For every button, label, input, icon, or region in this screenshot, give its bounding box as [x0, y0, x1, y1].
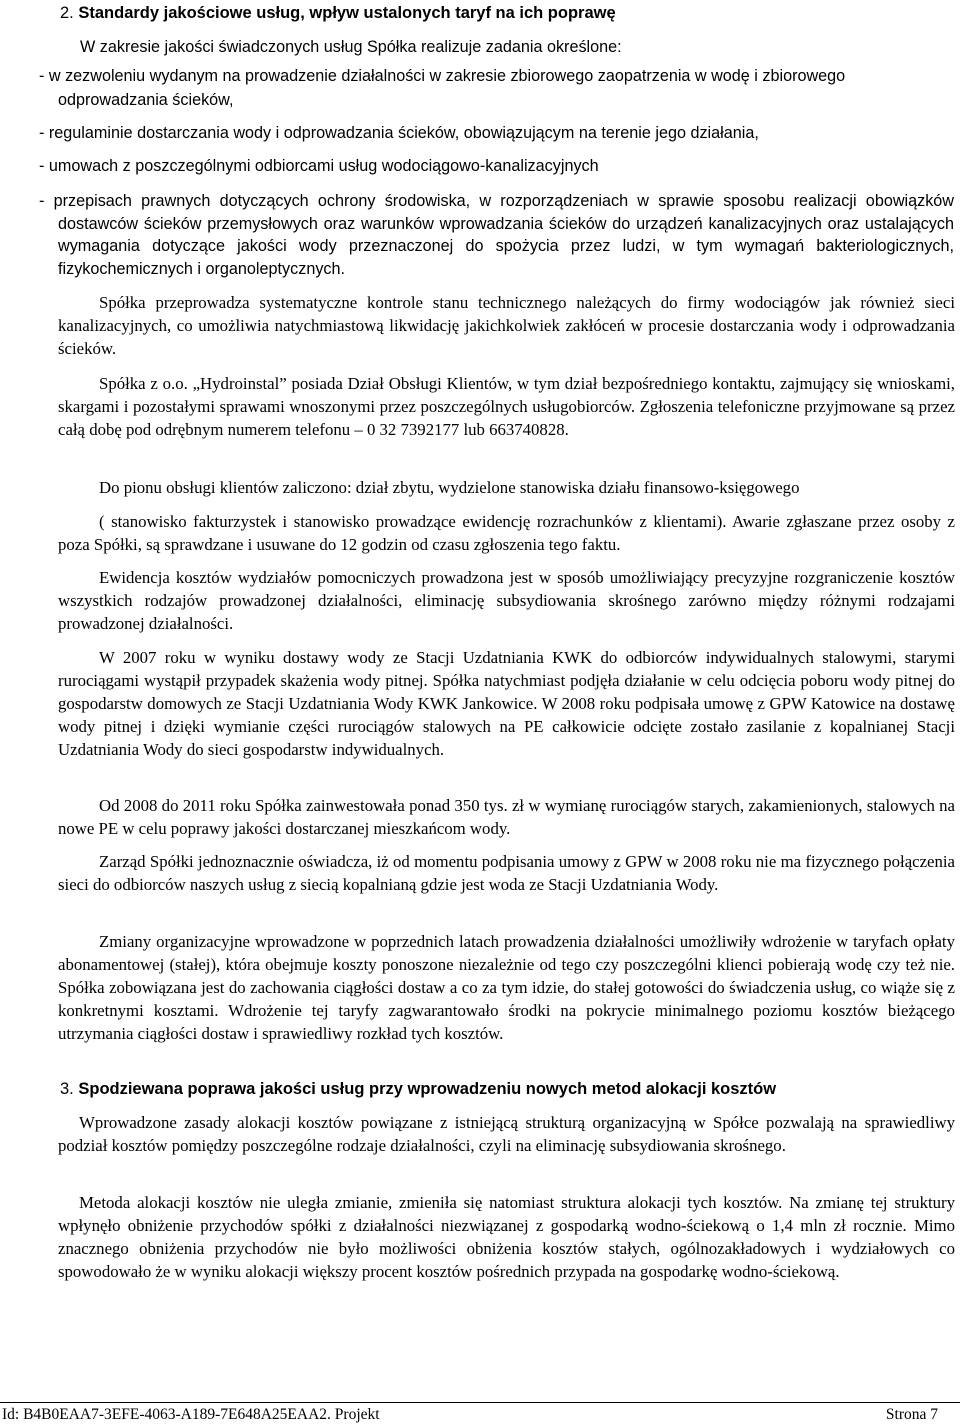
paragraph-hydroinstal: Spółka z o.o. „Hydroinstal” posiada Dział Obsługi Klientów, w tym dział bezpośredniego kontaktu, zajmujący się wnioskami, skargami i pozostałymi sprawami wnoszonymi przez poszczególnych usługobiorców. Zgłoszenia telefoniczne przyjmowane są przez całą dobę pod odrębnym numerem telefonu – 0 32 7392177 lub 663740828. — [58, 374, 955, 439]
section-3-number: 3. — [60, 1080, 74, 1098]
section-3-title: Spodziewana poprawa jakości usług przy wprowadzeniu nowych metod alokacji kosztów — [78, 1080, 777, 1098]
paragraph-zarzad: Zarząd Spółki jednoznacznie oświadcza, iż od momentu podpisania umowy z GPW w 2008 roku nie ma fizycznego połączenia sieci do odbiorców naszych usług z siecią kopalnianą gdzie jest woda ze Stacji Uzdatniania Wody. — [58, 852, 955, 894]
paragraph-metoda-alokacji: Metoda alokacji kosztów nie uległa zmianie, zmieniła się natomiast struktura alokacji tych kosztów. Na zmianę tej struktury wpłynęło obniżenie przychodów spółki z działalności niezwiązanej z gospodarką wodno-ściekową o 1,4 mln zł rocznie. Mimo znacznego obniżenia przychodów nie było możliwości obniżenia kosztów stałych, ogólnozakładowych i wydziałowych co spowodowało że w wyniku alokacji większy procent kosztów pośrednich przypada na gospodarkę wodno-ściekową. — [58, 1193, 955, 1281]
bullet-przepisy: - przepisach prawnych dotyczących ochrony środowiska, w rozporządzeniach w sprawie sposobu realizacji obowiązków dostawców ścieków przemysłowych oraz warunków wprowadzania ścieków do urządzeń kanalizacyjnych oraz ustalających wymagania dotyczące jakości wody przeznaczonej do spożycia przez ludzi, w tym wymagań bakteriologicznych, fizykochemicznych i organoleptycznych. — [39, 192, 954, 278]
section-2-title: Standardy jakościowe usług, wpływ ustalonych taryf na ich poprawę — [78, 4, 616, 22]
section-3-heading — [60, 1078, 940, 1100]
paragraph-pion-obslugi: Do pionu obsługi klientów zaliczono: dział zbytu, wydzielone stanowiska działu finansowo-księgowego — [99, 478, 800, 497]
paragraph-zmiany: Zmiany organizacyjne wprowadzone w poprzednich latach prowadzenia działalności umożliwiły wdrożenie w taryfach opłaty abonamentowej (stałej), która obejmuje koszty ponoszone niezależnie od tego czy poszczególni klienci pobierają wodę czy też nie. Spółka zobowiązana jest do zachowania ciągłości dostaw a co za tym idzie, do stałej gotowości do świadczenia usług, co wiąże się z konkretnymi kosztami. Wdrożenie tej taryfy zagwarantowało środki na pokrycie minimalnego poziomu kosztów bieżącego utrzymania ciągłości dostaw i sprawiedliwy rozkład tych kosztów. — [58, 932, 955, 1043]
section-2-number: 2. — [60, 4, 74, 22]
paragraph-awarie: ( stanowisko fakturzystek i stanowisko prowadzące ewidencję rozrachunków z klientami). Awarie zgłaszane przez osoby z poza Spółki, są sprawdzane i usuwane do 12 godzin od czasu zgłoszenia tego faktu. — [58, 512, 955, 554]
paragraph-ewidencja: Ewidencja kosztów wydziałów pomocniczych prowadzona jest w sposób umożliwiający precyzyjne rozgraniczenie kosztów wszystkich rodzajów prowadzonej działalności, eliminację subsydiowania skrośnego zarówno między różnymi rodzajami prowadzonej działalności. — [58, 568, 955, 633]
section-2-intro: W zakresie jakości świadczonych usług Spółka realizuje zadania określone: — [80, 38, 622, 56]
paragraph-kontrole: Spółka przeprowadza systematyczne kontrole stanu technicznego należących do firmy wodociągów jak również sieci kanalizacyjnych, co umożliwia natychmiastową likwidację jakichkolwiek zakłóceń w procesie dostarczania wody i odprowadzania ścieków. — [58, 293, 955, 358]
bullet-zezwolenie: - w zezwoleniu wydanym na prowadzenie działalności w zakresie zbiorowego zaopatrzenia w wodę i zbiorowego odprowadzania ścieków, — [39, 67, 846, 109]
page-number: Strona 7 — [885, 1406, 938, 1423]
paragraph-inwestycje: Od 2008 do 2011 roku Spółka zainwestowała ponad 350 tys. zł w wymianę rurociągów starych, zakamienionych, stalowych na nowe PE w celu poprawy jakości dostarczanej mieszkańcom wody. — [58, 796, 955, 838]
section-2-heading — [60, 2, 940, 24]
paragraph-2007: W 2007 roku w wyniku dostawy wody ze Stacji Uzdatniania KWK do odbiorców indywidualnych stalowymi, starymi rurociągami wystąpił przypadek skażenia wody pitnej. Spółka natychmiast podjęła działanie w celu odcięcia poboru wody pitnej do gospodarstw domowych ze Stacji Uzdatniania Wody KWK Jankowice. W 2008 roku podpisała umowę z GPW Katowice na dostawę wody pitnej i dzięki wymianie części rurociągów stalowych na PE całkowicie odcięte zostało zasilanie z kopalnianej Stacji Uzdatniania Wody do sieci gospodarstw indywidualnych. — [58, 648, 955, 759]
page-footer — [0, 1402, 960, 1424]
bullet-regulamin: - regulaminie dostarczania wody i odprowadzania ścieków, obowiązującym na terenie jego działania, — [39, 124, 759, 142]
bullet-umowy: - umowach z poszczególnymi odbiorcami usług wodociągowo-kanalizacyjnych — [39, 157, 599, 175]
paragraph-zasady-alokacji: Wprowadzone zasady alokacji kosztów powiązane z istniejącą strukturą organizacyjną w Spółce pozwalają na sprawiedliwy podział kosztów pomiędzy poszczególne rodzaje działalności, czyli na eliminację subsydiowania skrośnego. — [58, 1113, 955, 1155]
document-id: Id: B4B0EAA7-3EFE-4063-A189-7E648A25EAA2. Projekt — [2, 1406, 380, 1423]
